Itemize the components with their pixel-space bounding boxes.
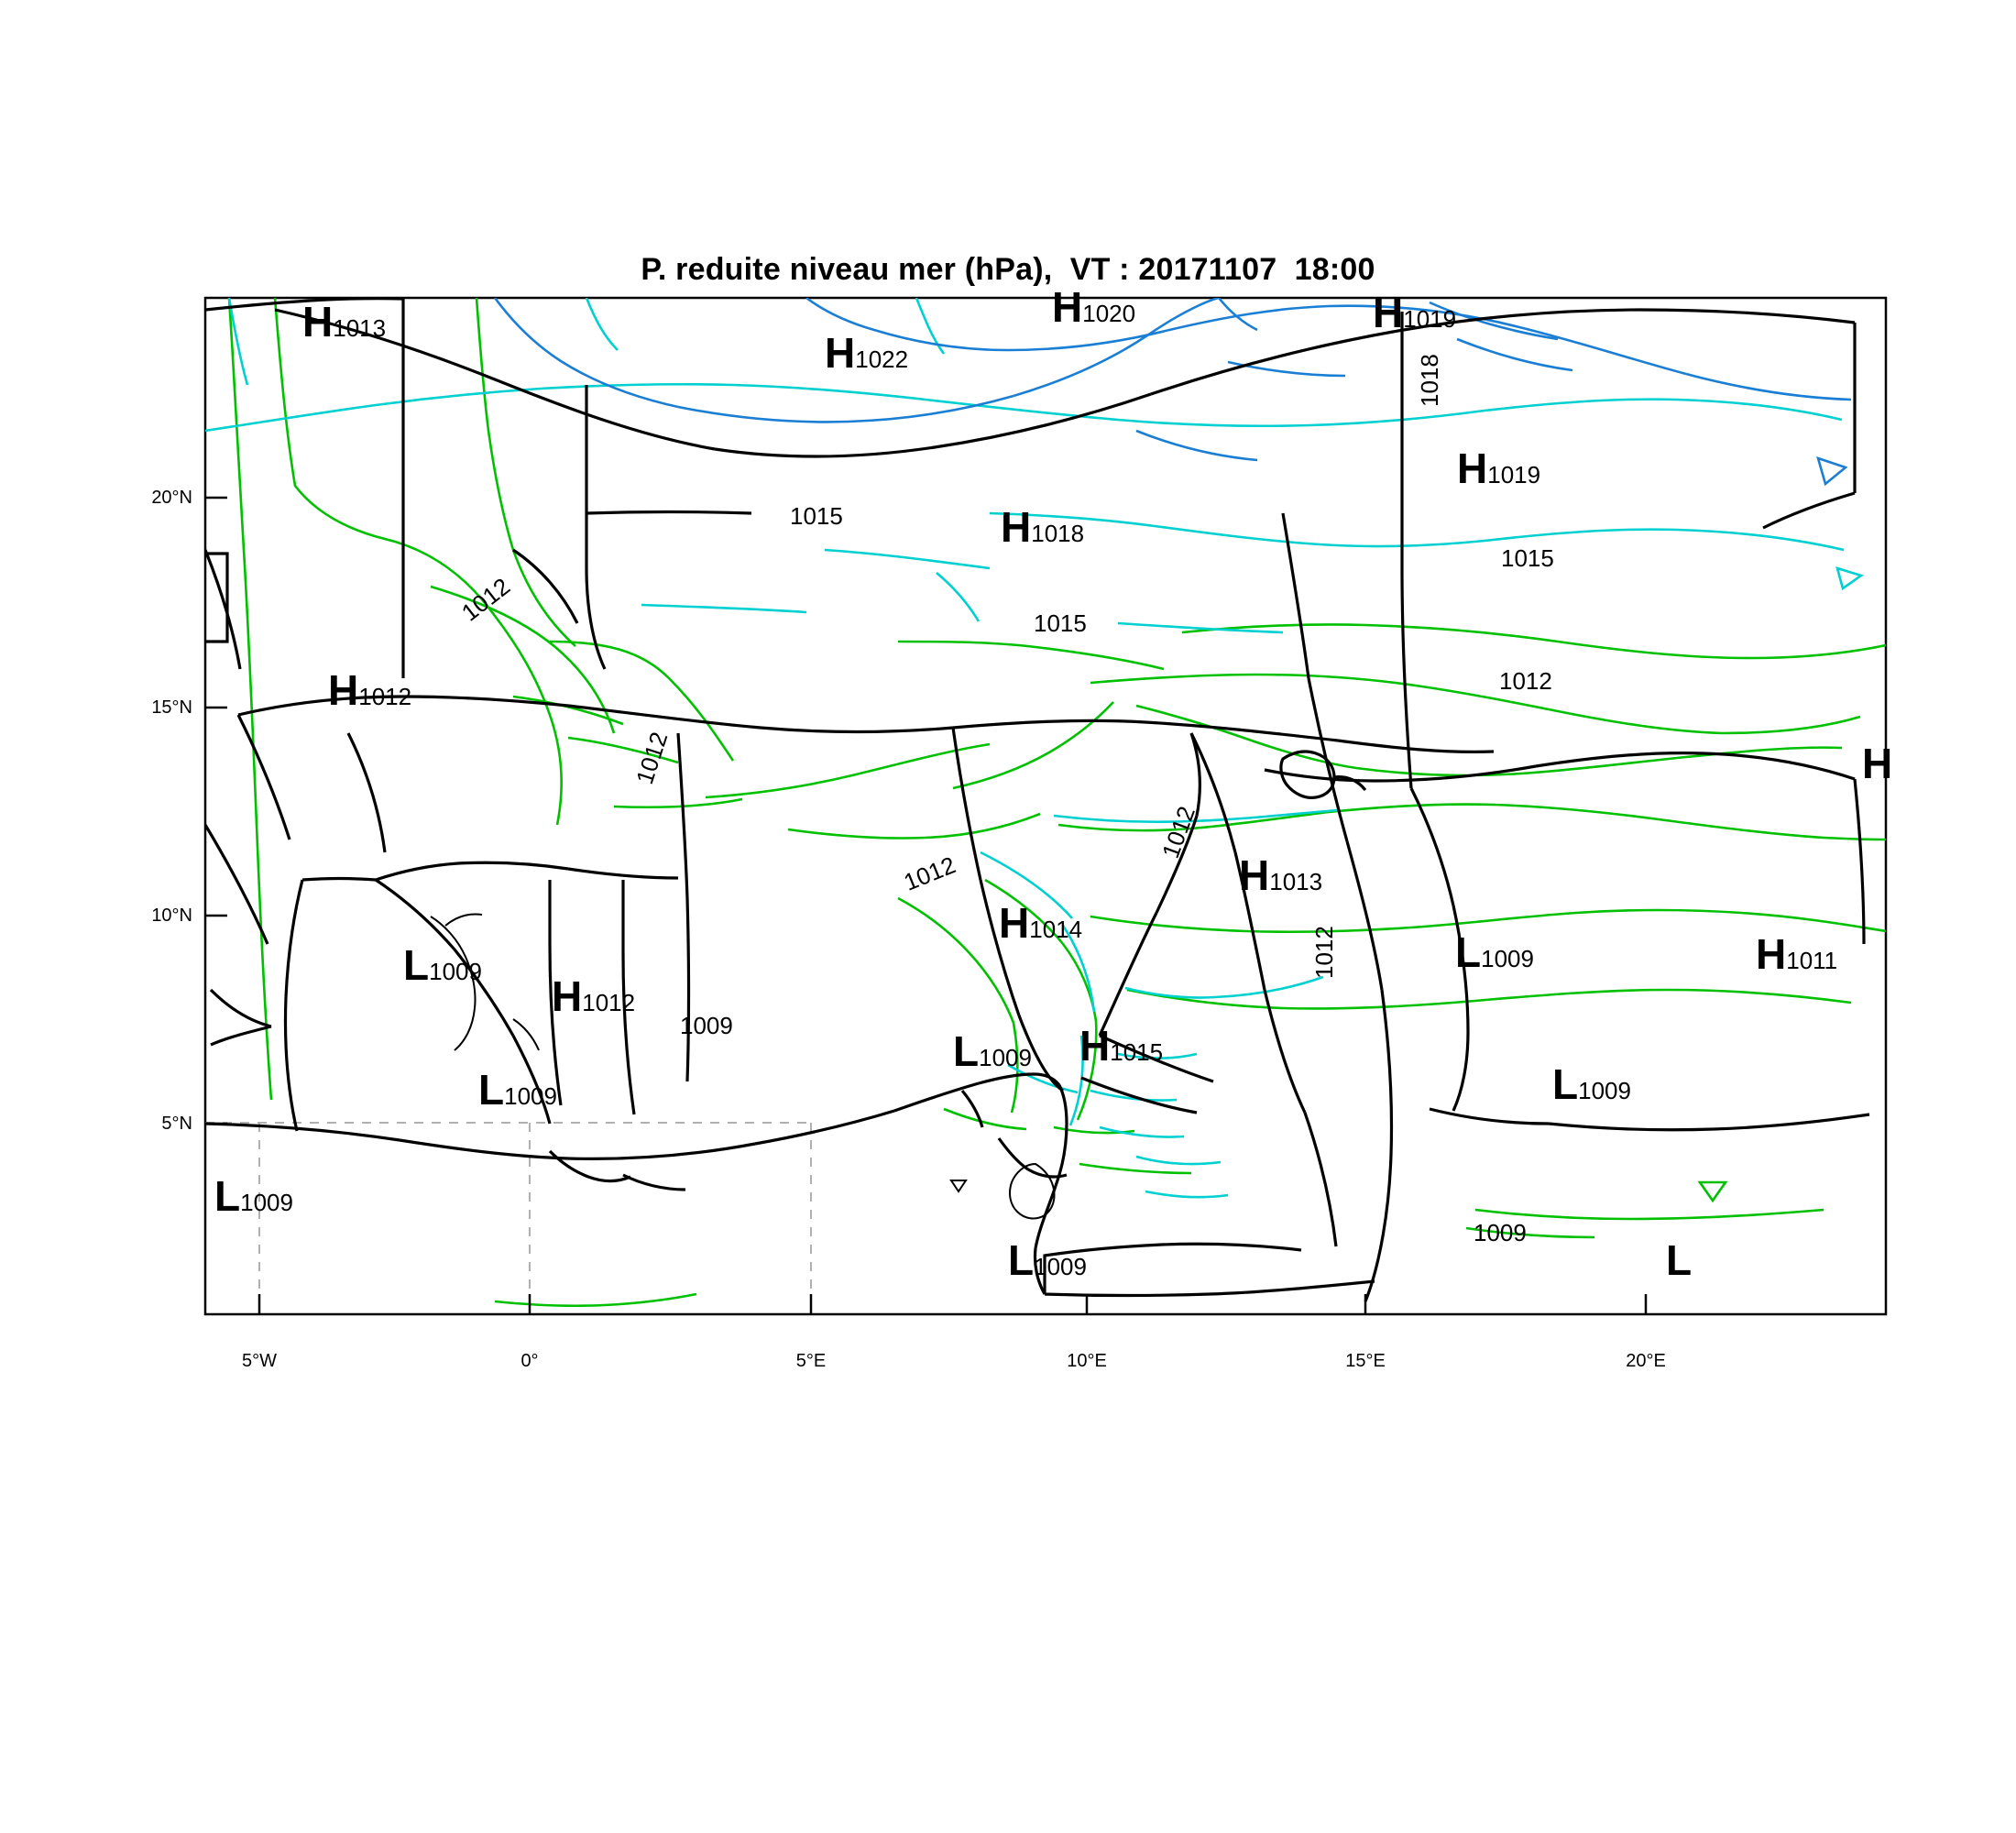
plot-frame (205, 298, 1886, 1314)
high-symbol: H (1373, 289, 1404, 336)
high-value: 1012 (582, 989, 636, 1016)
pressure-center-H-1022 (825, 329, 909, 377)
high-value: 1013 (333, 314, 387, 342)
high-symbol: H (1052, 283, 1083, 331)
pressure-center-H-1019-b (1457, 445, 1541, 492)
high-value: 1019 (1487, 461, 1541, 488)
high-value: 1015 (1110, 1038, 1164, 1066)
contour-label-1012-f: 1012 (1310, 926, 1338, 979)
contour-label-1012-c: 1012 (630, 728, 674, 788)
low-value: 1009 (1034, 1253, 1087, 1280)
contour-label-1012-d: 1012 (900, 851, 959, 896)
x-tick-label-10E: 10°E (1067, 1351, 1107, 1371)
pressure-center-H-1013 (302, 298, 387, 346)
contour-label-1018-a: 1018 (1416, 354, 1443, 407)
pressure-center-H-1020 (1052, 283, 1136, 331)
pressure-center-L-1009-d (1552, 1060, 1631, 1108)
low-value: 1009 (240, 1189, 293, 1216)
low-symbol: L (1008, 1236, 1035, 1284)
pressure-center-H-1014 (999, 899, 1083, 947)
x-tick-label-15E: 15°E (1345, 1351, 1386, 1371)
x-tick-label-0: 0° (520, 1351, 539, 1371)
contour-label-1012-a: 1012 (456, 572, 516, 627)
contour-label-1009-b: 1009 (1474, 1219, 1527, 1246)
pressure-center-L-1009-f (214, 1172, 293, 1220)
contour-label-1015-a: 1015 (790, 502, 843, 530)
pressure-center-H-1015 (1079, 1022, 1164, 1070)
low-value: 1009 (1481, 945, 1534, 972)
low-symbol: L (1455, 928, 1482, 976)
pressure-center-L-1009-a (1455, 928, 1534, 976)
high-value: 1014 (1029, 916, 1083, 943)
high-symbol: H (1079, 1022, 1111, 1070)
high-symbol: H (1001, 503, 1032, 551)
high-symbol: H (1457, 445, 1488, 492)
contour-label-1012-e: 1012 (1156, 802, 1200, 862)
high-symbol: H (302, 298, 334, 346)
contour-label-1015-c: 1015 (1034, 609, 1087, 637)
high-symbol: H (825, 329, 856, 377)
pressure-center-L-1009-g (1008, 1236, 1087, 1284)
low-value: 1009 (1578, 1077, 1631, 1104)
pressure-center-H-edge (1862, 742, 1892, 785)
pressure-center-H-1012-b (552, 972, 636, 1020)
low-symbol: L (1666, 1236, 1693, 1284)
high-symbol: H (1756, 930, 1787, 978)
high-symbol: H (999, 899, 1030, 947)
y-tick-label-5N: 5°N (161, 1114, 192, 1134)
y-tick-label-15N: 15°N (151, 697, 192, 718)
pressure-center-L-1009-e (478, 1066, 557, 1114)
high-symbol: H (1862, 740, 1893, 787)
high-value: 1020 (1082, 300, 1136, 327)
high-value: 1012 (358, 683, 412, 710)
contour-label-1009-a: 1009 (680, 1012, 733, 1039)
contour-label-1015-b: 1015 (1501, 544, 1554, 572)
pressure-center-L-edge (1666, 1236, 1693, 1284)
pressure-center-H-1011 (1756, 930, 1838, 978)
high-value: 1019 (1403, 305, 1457, 333)
contour-label-1012-b: 1012 (1499, 667, 1552, 695)
high-value: 1011 (1786, 947, 1838, 974)
low-symbol: L (403, 941, 430, 989)
high-value: 1013 (1269, 868, 1323, 895)
low-symbol: L (478, 1066, 505, 1114)
y-tick-label-10N: 10°N (151, 906, 192, 926)
pressure-center-H-1019-a (1373, 291, 1456, 334)
high-symbol: H (552, 972, 583, 1020)
pressure-center-L-1009-b (403, 941, 482, 989)
x-tick-label-5E: 5°E (795, 1351, 827, 1371)
page-title: P. reduite niveau mer (hPa), VT : 20171107 18:00 (641, 252, 1375, 287)
low-symbol: L (1552, 1060, 1579, 1108)
low-symbol: L (953, 1027, 980, 1075)
pressure-center-H-1018 (1001, 503, 1085, 551)
x-tick-label-20E: 20°E (1626, 1351, 1666, 1371)
low-value: 1009 (429, 958, 482, 985)
pressure-center-L-1009-c (953, 1027, 1032, 1075)
pressure-center-H-1013-b (1239, 851, 1323, 899)
y-tick-label-20N: 20°N (151, 488, 192, 508)
low-value: 1009 (979, 1044, 1032, 1071)
low-value: 1009 (504, 1082, 557, 1110)
pressure-center-H-1012-a (328, 666, 412, 714)
high-value: 1018 (1031, 520, 1085, 547)
high-value: 1022 (855, 346, 909, 373)
low-symbol: L (214, 1172, 241, 1220)
x-tick-label-5W: 5°W (242, 1351, 277, 1371)
high-symbol: H (328, 666, 359, 714)
high-symbol: H (1239, 851, 1270, 899)
